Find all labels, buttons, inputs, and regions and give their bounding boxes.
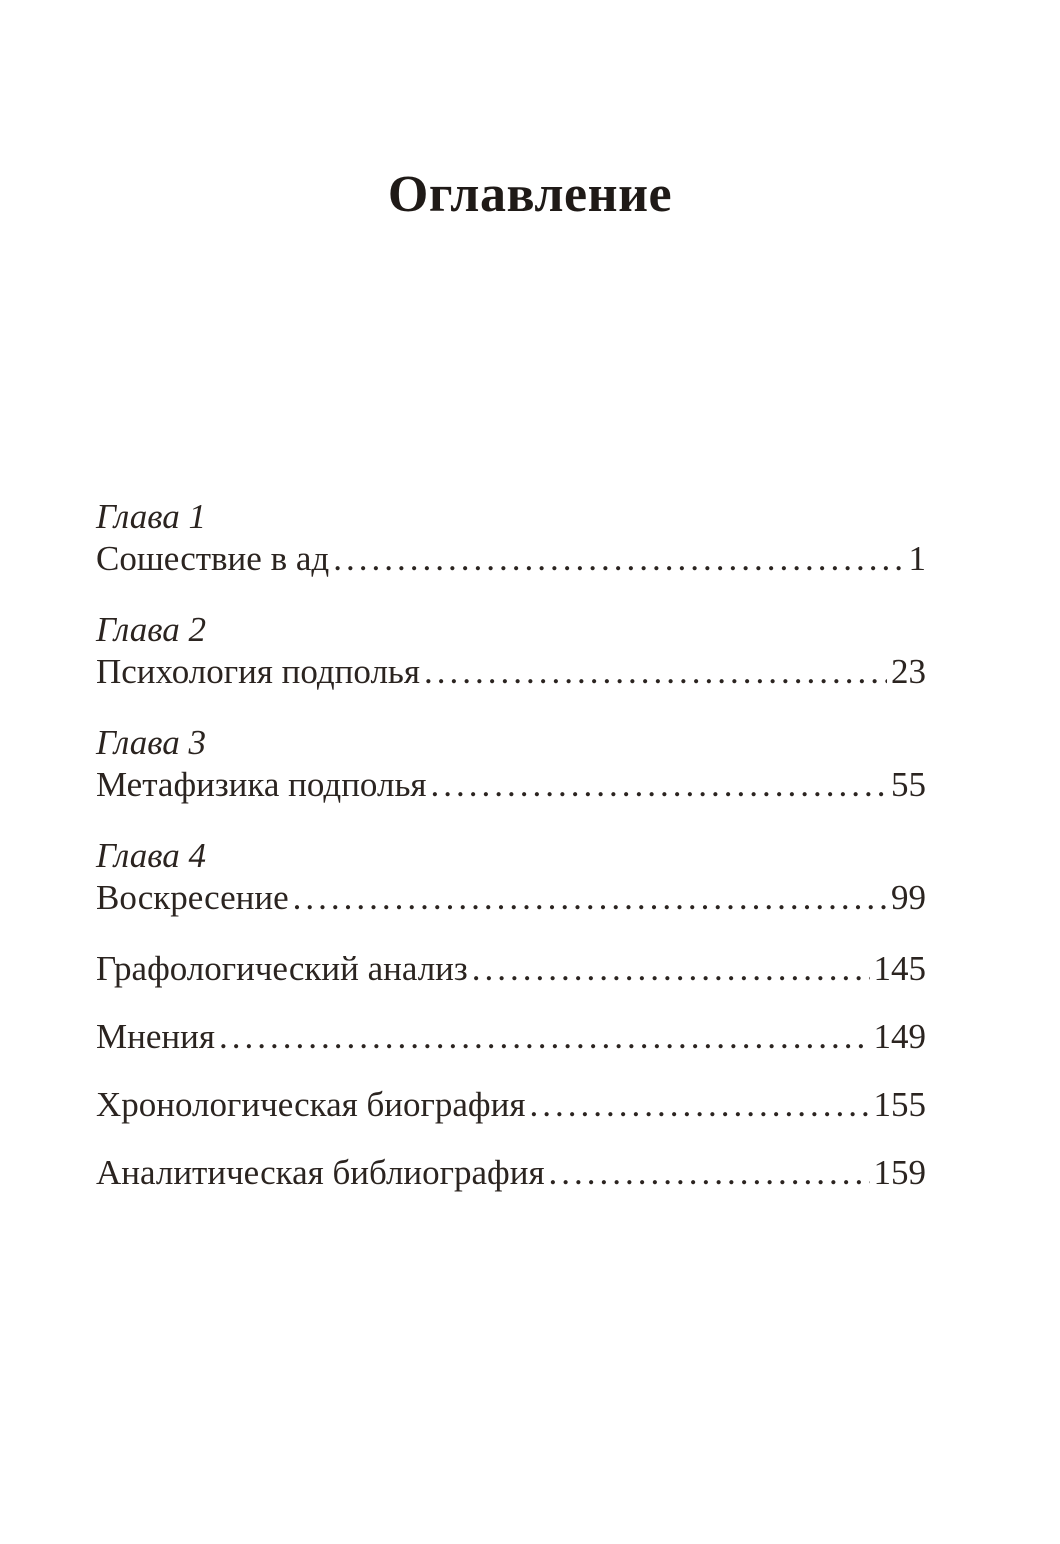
toc-entry-graphology[interactable] <box>96 948 926 990</box>
entry-title: Аналитическая библиография <box>96 1153 545 1192</box>
entry-title: Графологический анализ <box>96 949 468 988</box>
dot-leader <box>431 764 887 806</box>
toc-entry-chronology[interactable] <box>96 1084 926 1126</box>
toc-chapter-2 <box>96 609 926 693</box>
toc-entry-bibliography[interactable] <box>96 1152 926 1194</box>
entry-title: Сошествие в ад <box>96 539 330 578</box>
page-number: 149 <box>873 1017 926 1056</box>
toc-chapter-1 <box>96 496 926 580</box>
table-of-contents <box>96 496 926 1220</box>
dot-leader <box>293 877 887 919</box>
page-number: 99 <box>891 878 926 917</box>
dot-leader <box>219 1016 870 1058</box>
entry-title: Метафизика подполья <box>96 765 427 804</box>
entry-title: Воскресение <box>96 878 289 917</box>
dot-leader <box>472 948 870 990</box>
chapter-label: Глава 3 <box>96 723 206 762</box>
page-number: 155 <box>873 1085 926 1124</box>
toc-entry[interactable] <box>96 877 926 919</box>
toc-entry-opinions[interactable] <box>96 1016 926 1058</box>
page-number: 159 <box>873 1153 926 1192</box>
toc-entry[interactable] <box>96 538 926 580</box>
entry-title: Мнения <box>96 1017 215 1056</box>
toc-entry[interactable] <box>96 764 926 806</box>
entry-title: Хронологическая биография <box>96 1085 526 1124</box>
toc-chapter-3 <box>96 722 926 806</box>
entry-title: Психология подполья <box>96 652 420 691</box>
chapter-label: Глава 4 <box>96 836 206 875</box>
chapter-label: Глава 1 <box>96 497 206 536</box>
chapter-label: Глава 2 <box>96 610 206 649</box>
dot-leader <box>333 538 904 580</box>
dot-leader <box>529 1084 869 1126</box>
page-number: 55 <box>891 765 926 804</box>
page-number: 23 <box>891 652 926 691</box>
page-number: 1 <box>908 539 926 578</box>
page-number: 145 <box>873 949 926 988</box>
page-title: Оглавление <box>387 166 673 223</box>
toc-chapter-4 <box>96 835 926 919</box>
dot-leader <box>549 1152 870 1194</box>
dot-leader <box>424 651 887 693</box>
toc-entry[interactable] <box>96 651 926 693</box>
